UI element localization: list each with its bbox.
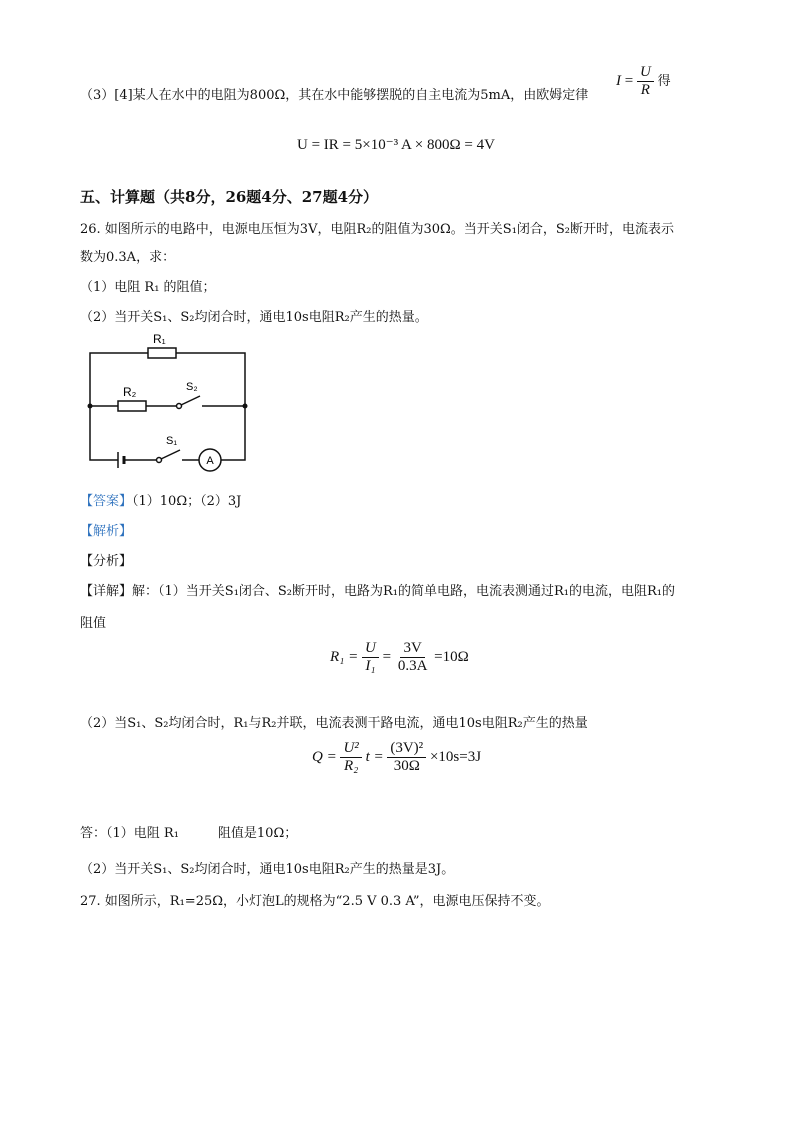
q26-stem-line2: 数为0.3A，求： bbox=[80, 250, 176, 265]
q26-sub1: （1）电阻 R₁ 的阻值； bbox=[80, 280, 216, 295]
formula-eq: = bbox=[624, 73, 634, 90]
detail-line1: 【详解】解：（1）当开关S₁闭合、S₂断开时，电路为R₁的简单电路，电流表测通过R₁的电流，电阻R₁的 bbox=[80, 584, 676, 599]
s2-switch-contact bbox=[177, 404, 182, 409]
r2-resistor bbox=[118, 401, 146, 411]
detail-line2: 阻值 bbox=[80, 616, 107, 631]
s1-switch-contact bbox=[157, 458, 162, 463]
s2-label: S₂ bbox=[186, 381, 198, 393]
q25-result-equation: U = IR = 5×10⁻³ A × 800Ω = 4V bbox=[297, 137, 495, 153]
q25-part3-text: （3）[4]某人在水中的电阻为800Ω，其在水中能够摆脱的自主电流为5mA，由欧姆定律 bbox=[80, 88, 589, 103]
eq2-fraction-1: $\frac{\text{U²}}{\text{R₂}}$ bbox=[340, 740, 361, 776]
ohms-law-formula bbox=[616, 64, 671, 100]
fenxi-tag: 【分析】 bbox=[80, 554, 133, 569]
r1-equation: R₁ = $\frac{U}{\text{I₁}}$ = $\frac{3V}{0.3A}$ =10Ω bbox=[330, 640, 469, 675]
eq1-fraction-2: $\frac{3V}{0.3A}$ bbox=[397, 640, 428, 675]
formula-fraction: $\frac{U}{R}$ bbox=[637, 64, 654, 100]
eq2-fraction-2: $\frac{\text{(3V)²}}{30\Omega}$ bbox=[387, 740, 426, 776]
r1-label: R₁ bbox=[153, 332, 166, 346]
q26-sub2: （2）当开关S₁、S₂均闭合时，通电10s电阻R₂产生的热量。 bbox=[80, 310, 428, 325]
s2-switch-blade bbox=[181, 396, 200, 405]
r2-label: R₂ bbox=[123, 385, 137, 399]
final-answer-2: （2）当开关S₁、S₂均闭合时，通电10s电阻R₂产生的热量是3J。 bbox=[80, 862, 455, 877]
q27-stem: 27. 如图所示，R₁=25Ω，小灯泡L的规格为“2.5 V 0.3 A”，电源电压保持不变。 bbox=[80, 894, 550, 909]
formula-suffix: 得 bbox=[657, 74, 671, 90]
answer-text: （1）10Ω；（2）3J bbox=[132, 494, 242, 509]
left-junction bbox=[88, 404, 93, 409]
heat-equation: Q = $\frac{\text{U²}}{\text{R₂}}$ t = $\frac{\text{(3V)²}}{30\Omega}$ ×10s=3J bbox=[312, 740, 482, 775]
s1-switch-blade bbox=[161, 450, 180, 459]
eq1-fraction-1: $\frac{U}{\text{I₁}}$ bbox=[362, 640, 379, 676]
final-answer-1: 答：（1）电阻 R₁ 阻值是10Ω； bbox=[80, 826, 298, 841]
ammeter-label: A bbox=[206, 455, 214, 467]
section-heading: 五、计算题（共8分，26题4分、27题4分） bbox=[80, 188, 379, 206]
detail-tag: 【详解】 bbox=[80, 584, 133, 599]
q26-stem-line1: 26. 如图所示的电路中，电源电压恒为3V，电阻R₂的阻值为30Ω。当开关S₁闭合，S₂断开时，电流表示 bbox=[80, 222, 675, 237]
s1-label: S₁ bbox=[166, 435, 178, 447]
r1-resistor bbox=[148, 348, 176, 358]
circuit-diagram bbox=[80, 330, 260, 480]
right-junction bbox=[243, 404, 248, 409]
analysis-tag: 【解析】 bbox=[80, 524, 133, 539]
answer-line bbox=[80, 490, 241, 509]
formula-i: I bbox=[616, 73, 621, 90]
detail-line3: （2）当S₁、S₂均闭合时，R₁与R₂并联，电流表测干路电流，通电10s电阻R₂产生的热量 bbox=[80, 716, 588, 731]
answer-tag: 【答案】 bbox=[80, 494, 133, 509]
